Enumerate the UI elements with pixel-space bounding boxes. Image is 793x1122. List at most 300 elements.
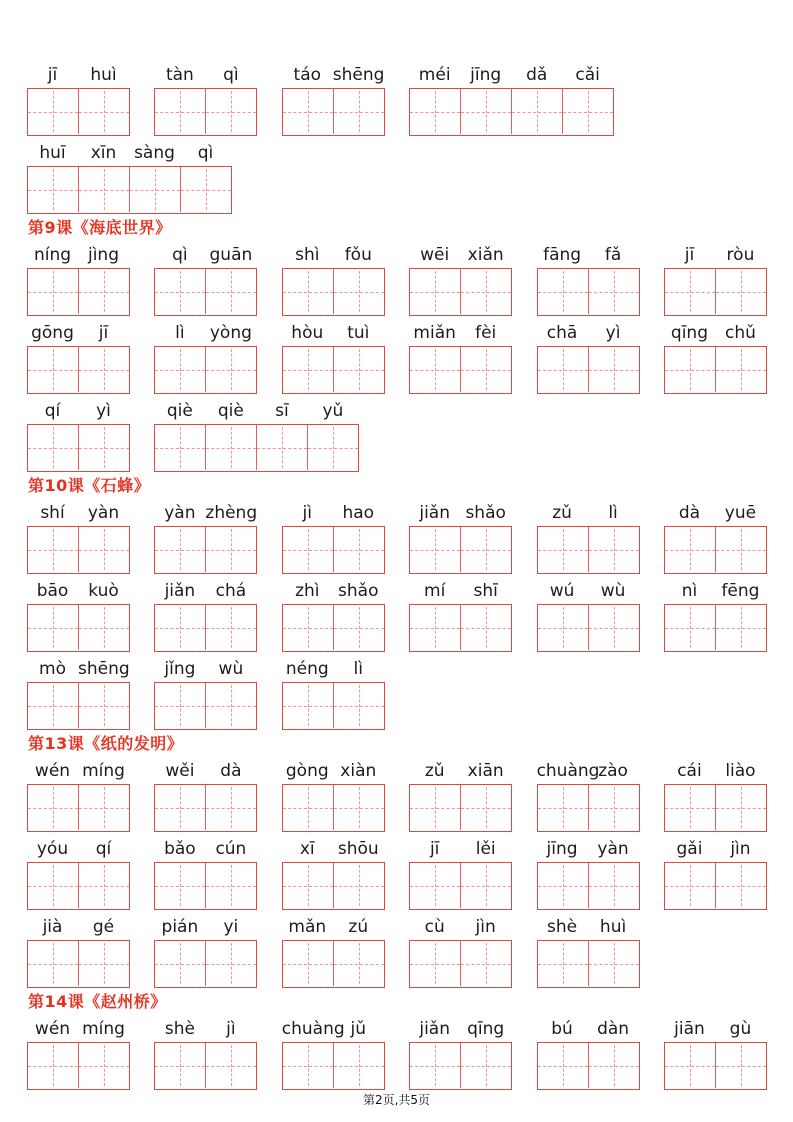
- pinyin-row: [664, 836, 767, 862]
- pinyin-row: [154, 914, 257, 940]
- writing-cell: [79, 347, 129, 392]
- pinyin-syllable: huì: [90, 65, 117, 85]
- writing-grid-box: [664, 346, 767, 394]
- pinyin-syllable: bāo: [36, 581, 69, 601]
- writing-grid-box: [537, 268, 640, 316]
- writing-cell: [155, 605, 206, 650]
- writing-cell: [589, 1043, 639, 1088]
- writing-cell: [665, 269, 716, 314]
- writing-cell: [283, 527, 334, 572]
- pinyin-syllable: qīng: [670, 323, 708, 343]
- writing-grid-box: [537, 940, 640, 988]
- pinyin-row: [537, 500, 640, 526]
- word-row: [27, 1016, 793, 1090]
- writing-grid-box: [664, 604, 767, 652]
- section-heading: 第14课《赵州桥》: [28, 992, 167, 1011]
- pinyin-syllable: yì: [605, 323, 621, 343]
- pinyin-syllable: jiǎn: [419, 503, 450, 523]
- pinyin-syllable: zhì: [295, 581, 320, 601]
- writing-cell: [461, 347, 511, 392]
- pinyin-syllable: táo: [293, 65, 322, 85]
- pinyin-syllable: lì: [175, 323, 185, 343]
- word-group: [664, 836, 767, 910]
- pinyin-syllable: qì: [172, 245, 188, 265]
- pinyin-syllable: mǎn: [288, 917, 327, 937]
- section-heading: 第9课《海底世界》: [28, 218, 172, 237]
- writing-cell: [283, 941, 334, 986]
- pinyin-syllable: shēng: [78, 659, 130, 679]
- pinyin-row: [27, 62, 130, 88]
- pinyin-syllable: qì: [197, 143, 214, 163]
- writing-cell: [206, 89, 256, 134]
- writing-cell: [206, 269, 256, 314]
- writing-grid-box: [27, 784, 130, 832]
- word-row: [27, 578, 793, 652]
- writing-cell: [665, 1043, 716, 1088]
- writing-grid-box: [282, 88, 385, 136]
- writing-cell: [334, 683, 384, 728]
- writing-cell: [334, 863, 384, 908]
- word-group: [409, 758, 512, 832]
- word-group: [664, 1016, 767, 1090]
- writing-cell: [79, 167, 130, 212]
- pinyin-row: [282, 914, 385, 940]
- writing-cell: [283, 863, 334, 908]
- pinyin-syllable: jià: [42, 917, 63, 937]
- writing-cell: [206, 863, 256, 908]
- writing-cell: [283, 347, 334, 392]
- pinyin-syllable: kuò: [88, 581, 119, 601]
- pinyin-syllable: chā: [546, 323, 578, 343]
- pinyin-syllable: shǎo: [465, 503, 506, 523]
- pinyin-syllable: yì: [96, 401, 111, 421]
- writing-cell: [155, 785, 206, 830]
- word-row: [27, 62, 793, 136]
- pinyin-row: [154, 500, 257, 526]
- pinyin-syllable: shǎo: [338, 581, 379, 601]
- writing-cell: [79, 89, 129, 134]
- word-row: [27, 320, 793, 394]
- pinyin-syllable: sàng: [134, 143, 175, 163]
- word-group: [537, 500, 640, 574]
- word-group: [537, 914, 640, 988]
- writing-grid-box: [537, 526, 640, 574]
- word-row: [27, 914, 793, 988]
- pinyin-syllable: qì: [223, 65, 239, 85]
- pinyin-row: [27, 656, 130, 682]
- worksheet-sections: [27, 62, 793, 1090]
- writing-cell: [308, 425, 358, 470]
- pinyin-syllable: yàn: [87, 503, 120, 523]
- writing-cell: [589, 785, 639, 830]
- writing-cell: [28, 605, 79, 650]
- writing-cell: [283, 89, 334, 134]
- pinyin-row: [154, 320, 257, 346]
- pinyin-syllable: huī: [39, 143, 66, 163]
- writing-cell: [665, 605, 716, 650]
- writing-grid-box: [154, 682, 257, 730]
- pinyin-row: [409, 62, 614, 88]
- pinyin-syllable: jì: [226, 1019, 236, 1039]
- word-group: [664, 578, 767, 652]
- writing-cell: [206, 527, 256, 572]
- pinyin-row: [154, 62, 257, 88]
- section-heading: 第13课《纸的发明》: [28, 734, 184, 753]
- writing-grid-box: [27, 862, 130, 910]
- pinyin-row: [282, 578, 385, 604]
- writing-cell: [283, 683, 334, 728]
- pinyin-row: [282, 320, 385, 346]
- word-row: [27, 836, 793, 910]
- writing-cell: [461, 863, 511, 908]
- pinyin-syllable: bǎo: [164, 839, 196, 859]
- writing-grid-box: [154, 940, 257, 988]
- pinyin-syllable: qiè: [217, 401, 244, 421]
- writing-cell: [410, 863, 461, 908]
- writing-cell: [461, 269, 511, 314]
- word-group: [409, 500, 512, 574]
- pinyin-syllable: qīng: [467, 1019, 505, 1039]
- writing-grid-box: [409, 268, 512, 316]
- pinyin-syllable: dà: [678, 503, 701, 523]
- pinyin-syllable: jǐng: [164, 659, 196, 679]
- pinyin-syllable: néng: [285, 659, 329, 679]
- writing-cell: [716, 269, 766, 314]
- word-group: [282, 758, 385, 832]
- writing-grid-box: [537, 784, 640, 832]
- writing-cell: [79, 863, 129, 908]
- writing-cell: [334, 89, 384, 134]
- pinyin-syllable: shì: [295, 245, 320, 265]
- pinyin-syllable: cù: [424, 917, 445, 937]
- pinyin-syllable: cái: [677, 761, 702, 781]
- word-group: [409, 62, 614, 136]
- pinyin-row: [154, 836, 257, 862]
- word-group: [27, 242, 130, 316]
- writing-cell: [79, 683, 129, 728]
- writing-cell: [28, 269, 79, 314]
- writing-cell: [589, 863, 639, 908]
- pinyin-syllable: gé: [92, 917, 115, 937]
- pinyin-syllable: shí: [40, 503, 65, 523]
- pinyin-row: [409, 1016, 512, 1042]
- pinyin-syllable: zhèng: [205, 503, 258, 523]
- word-group: [409, 578, 512, 652]
- writing-grid-box: [27, 940, 130, 988]
- worksheet-section: [27, 476, 793, 730]
- writing-cell: [538, 941, 589, 986]
- writing-cell: [563, 89, 613, 134]
- pinyin-syllable: qí: [44, 401, 61, 421]
- pinyin-row: [282, 1016, 385, 1042]
- pinyin-syllable: jiān: [674, 1019, 705, 1039]
- pinyin-row: [27, 140, 232, 166]
- writing-grid-box: [537, 862, 640, 910]
- pinyin-syllable: wěi: [165, 761, 195, 781]
- word-group: [282, 62, 385, 136]
- pinyin-syllable: chuàng: [281, 1019, 345, 1039]
- writing-grid-box: [27, 166, 232, 214]
- writing-cell: [461, 527, 511, 572]
- pinyin-syllable: fǎ: [604, 245, 622, 265]
- word-group: [27, 758, 130, 832]
- writing-cell: [155, 425, 206, 470]
- writing-cell: [28, 527, 79, 572]
- writing-grid-box: [27, 604, 130, 652]
- writing-grid-box: [282, 526, 385, 574]
- pinyin-row: [27, 758, 130, 784]
- word-row: [27, 656, 793, 730]
- pinyin-row: [664, 578, 767, 604]
- pinyin-syllable: fǒu: [344, 245, 372, 265]
- word-group: [282, 1016, 385, 1090]
- writing-grid-box: [27, 1042, 130, 1090]
- writing-cell: [283, 785, 334, 830]
- pinyin-syllable: jìng: [87, 245, 119, 265]
- writing-grid-box: [664, 862, 767, 910]
- writing-cell: [28, 683, 79, 728]
- writing-grid-box: [154, 862, 257, 910]
- writing-cell: [206, 605, 256, 650]
- writing-cell: [28, 167, 79, 212]
- pinyin-syllable: yóu: [36, 839, 69, 859]
- pinyin-syllable: shōu: [337, 839, 379, 859]
- pinyin-syllable: yi: [223, 917, 239, 937]
- pinyin-row: [537, 578, 640, 604]
- word-group: [537, 758, 640, 832]
- writing-grid-box: [282, 346, 385, 394]
- pinyin-row: [409, 836, 512, 862]
- pinyin-syllable: fēng: [721, 581, 760, 601]
- writing-cell: [665, 863, 716, 908]
- worksheet-section: [27, 218, 793, 472]
- writing-cell: [28, 89, 79, 134]
- writing-cell: [665, 347, 716, 392]
- writing-cell: [206, 785, 256, 830]
- worksheet-section: [27, 62, 793, 214]
- pinyin-syllable: míng: [82, 761, 125, 781]
- pinyin-syllable: jǔ: [350, 1019, 367, 1039]
- writing-grid-box: [537, 604, 640, 652]
- pinyin-syllable: qí: [95, 839, 112, 859]
- pinyin-syllable: fāng: [543, 245, 582, 265]
- pinyin-row: [409, 320, 512, 346]
- pinyin-syllable: sī: [275, 401, 289, 421]
- word-group: [154, 836, 257, 910]
- writing-cell: [79, 425, 129, 470]
- pinyin-syllable: shè: [547, 917, 578, 937]
- pinyin-row: [27, 320, 130, 346]
- pinyin-syllable: zào: [598, 761, 628, 781]
- pinyin-syllable: xīn: [90, 143, 117, 163]
- pinyin-row: [27, 578, 130, 604]
- word-row: [27, 242, 793, 316]
- pinyin-syllable: guān: [209, 245, 253, 265]
- writing-grid-box: [282, 784, 385, 832]
- word-group: [282, 500, 385, 574]
- word-group: [664, 758, 767, 832]
- writing-cell: [334, 941, 384, 986]
- word-group: [282, 320, 385, 394]
- writing-cell: [79, 527, 129, 572]
- word-group: [154, 320, 257, 394]
- word-group: [27, 62, 130, 136]
- pinyin-syllable: chǔ: [725, 323, 756, 343]
- writing-cell: [461, 785, 511, 830]
- pinyin-row: [409, 758, 512, 784]
- pinyin-syllable: wú: [549, 581, 575, 601]
- writing-cell: [461, 89, 512, 134]
- pinyin-row: [664, 320, 767, 346]
- pinyin-row: [664, 1016, 767, 1042]
- pinyin-syllable: jī: [47, 65, 58, 85]
- writing-cell: [410, 347, 461, 392]
- word-group: [154, 656, 257, 730]
- pinyin-syllable: jī: [429, 839, 440, 859]
- word-group: [282, 242, 385, 316]
- pinyin-syllable: shī: [473, 581, 498, 601]
- writing-grid-box: [409, 862, 512, 910]
- writing-cell: [155, 941, 206, 986]
- writing-cell: [410, 89, 461, 134]
- writing-cell: [28, 941, 79, 986]
- pinyin-syllable: bú: [551, 1019, 573, 1039]
- pinyin-syllable: shè: [164, 1019, 195, 1039]
- writing-cell: [28, 863, 79, 908]
- pinyin-row: [282, 836, 385, 862]
- writing-grid-box: [154, 526, 257, 574]
- writing-grid-box: [282, 862, 385, 910]
- word-group: [282, 836, 385, 910]
- writing-cell: [334, 785, 384, 830]
- writing-cell: [334, 347, 384, 392]
- writing-cell: [589, 347, 639, 392]
- writing-cell: [589, 269, 639, 314]
- writing-cell: [130, 167, 181, 212]
- pinyin-syllable: fèi: [475, 323, 497, 343]
- pinyin-syllable: nì: [681, 581, 698, 601]
- word-row: [27, 140, 793, 214]
- pinyin-syllable: jì: [302, 503, 312, 523]
- pinyin-syllable: yuē: [724, 503, 757, 523]
- word-group: [27, 320, 130, 394]
- pinyin-syllable: lì: [353, 659, 363, 679]
- pinyin-syllable: tàn: [165, 65, 194, 85]
- pinyin-syllable: jìn: [475, 917, 496, 937]
- word-row: [27, 398, 793, 472]
- writing-cell: [79, 269, 129, 314]
- writing-grid-box: [664, 1042, 767, 1090]
- word-group: [154, 1016, 257, 1090]
- writing-cell: [410, 941, 461, 986]
- pinyin-syllable: yǔ: [322, 401, 344, 421]
- pinyin-row: [154, 758, 257, 784]
- word-row: [27, 758, 793, 832]
- writing-cell: [589, 941, 639, 986]
- writing-grid-box: [27, 268, 130, 316]
- pinyin-syllable: chuàng: [536, 761, 600, 781]
- pinyin-syllable: dàn: [597, 1019, 630, 1039]
- word-group: [409, 914, 512, 988]
- word-group: [537, 320, 640, 394]
- word-group: [27, 398, 130, 472]
- section-heading: 第10课《石蜂》: [28, 476, 151, 495]
- writing-cell: [334, 605, 384, 650]
- writing-cell: [155, 683, 206, 728]
- worksheet-section: [27, 992, 793, 1090]
- pinyin-syllable: pián: [161, 917, 199, 937]
- writing-cell: [716, 347, 766, 392]
- writing-cell: [716, 527, 766, 572]
- pinyin-syllable: yàn: [597, 839, 629, 859]
- writing-cell: [538, 269, 589, 314]
- pinyin-row: [537, 1016, 640, 1042]
- writing-cell: [283, 605, 334, 650]
- writing-grid-box: [282, 268, 385, 316]
- word-group: [409, 836, 512, 910]
- pinyin-row: [409, 242, 512, 268]
- writing-grid-box: [27, 682, 130, 730]
- pinyin-syllable: wén: [34, 1019, 71, 1039]
- pinyin-syllable: mò: [39, 659, 66, 679]
- writing-cell: [155, 89, 206, 134]
- writing-grid-box: [154, 604, 257, 652]
- pinyin-syllable: zǔ: [552, 503, 572, 523]
- pinyin-syllable: wù: [600, 581, 626, 601]
- writing-grid-box: [664, 784, 767, 832]
- pinyin-row: [409, 914, 512, 940]
- pinyin-row: [154, 578, 257, 604]
- pinyin-syllable: gōng: [31, 323, 74, 343]
- pinyin-syllable: mí: [424, 581, 446, 601]
- pinyin-row: [27, 242, 130, 268]
- writing-cell: [538, 347, 589, 392]
- writing-cell: [410, 269, 461, 314]
- writing-cell: [206, 1043, 256, 1088]
- writing-cell: [181, 167, 231, 212]
- writing-grid-box: [409, 1042, 512, 1090]
- writing-cell: [716, 785, 766, 830]
- writing-cell: [410, 527, 461, 572]
- pinyin-syllable: qiè: [166, 401, 193, 421]
- writing-cell: [79, 605, 129, 650]
- writing-grid-box: [154, 784, 257, 832]
- writing-grid-box: [409, 526, 512, 574]
- word-group: [664, 242, 767, 316]
- pinyin-syllable: jīng: [546, 839, 578, 859]
- pinyin-syllable: chá: [215, 581, 247, 601]
- pinyin-row: [154, 1016, 257, 1042]
- pinyin-syllable: gù: [729, 1019, 752, 1039]
- writing-cell: [155, 1043, 206, 1088]
- pinyin-syllable: xī: [299, 839, 315, 859]
- pinyin-row: [282, 758, 385, 784]
- pinyin-syllable: wēi: [420, 245, 450, 265]
- writing-grid-box: [409, 88, 614, 136]
- pinyin-syllable: cún: [215, 839, 247, 859]
- writing-grid-box: [537, 1042, 640, 1090]
- pinyin-row: [27, 398, 130, 424]
- pinyin-row: [154, 242, 257, 268]
- pinyin-syllable: wù: [218, 659, 244, 679]
- writing-cell: [334, 527, 384, 572]
- word-group: [154, 500, 257, 574]
- writing-cell: [155, 527, 206, 572]
- writing-cell: [334, 1043, 384, 1088]
- writing-cell: [461, 605, 511, 650]
- writing-grid-box: [282, 940, 385, 988]
- pinyin-row: [537, 914, 640, 940]
